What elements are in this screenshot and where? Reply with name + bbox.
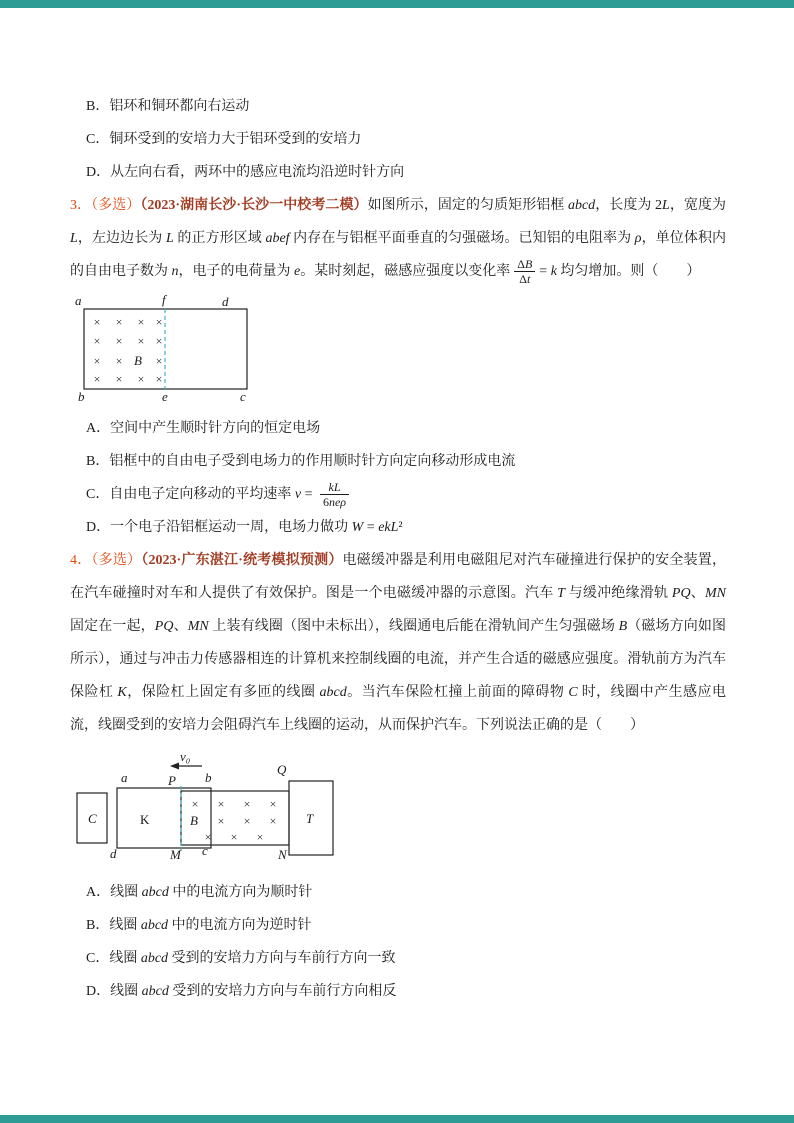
q4-field-label-B: B (190, 813, 198, 828)
q3-option-a: A．空间中产生顺时针方向的恒定电场 (86, 421, 321, 436)
q4-label-K: K (140, 812, 150, 827)
q4-label-d: d (110, 846, 117, 861)
page-top-border (0, 0, 794, 8)
q3-speed-denominator: 6neρ (322, 495, 347, 510)
flux-cross: × (115, 334, 123, 348)
q4-option-d: D．线圈 abcd 受到的安培力方向与车前行方向相反 (86, 984, 397, 999)
q3-label-f: f (162, 292, 166, 307)
q3-stem-text-after: = k 均匀增加。则（ ） (539, 264, 701, 279)
q4-option-b: B．线圈 abcd 中的电流方向为逆时针 (86, 918, 312, 933)
q3-stem-text: 如图所示，固定的匀质矩形铝框 abcd，长度为 2L，宽度为 L，左边边长为 L 的正方形区域 abef 内存在与铝框平面垂直的匀强磁场。已知铝的电阻率为 ρ，单位体积内的自由电子数为 n，电子的电荷量为 e。某时刻起，磁感应强度以变化率 (70, 198, 727, 279)
flux-cross: × (93, 334, 101, 348)
flux-cross: × (155, 354, 163, 368)
q3-label-a: a (75, 293, 82, 308)
q3-label-d: d (222, 294, 229, 309)
q3-field-label-B: B (134, 353, 142, 368)
flux-cross: × (93, 354, 101, 368)
q4-label-Q: Q (277, 762, 287, 777)
flux-cross: × (155, 315, 163, 329)
q3-label-e: e (162, 389, 168, 404)
q4-option-c: C．线圈 abcd 受到的安培力方向与车前行方向一致 (86, 951, 396, 966)
flux-cross: × (155, 334, 163, 348)
q3-speed-numerator: kL (320, 480, 349, 495)
q3-label-c: c (240, 389, 246, 404)
q4-velocity-label: v₀ (180, 750, 191, 764)
flux-cross: × (93, 372, 101, 386)
q4-number: 4．（多选） (70, 553, 142, 568)
q3-fraction-denominator: Δt (519, 272, 531, 287)
q4-label-N: N (278, 847, 287, 862)
q3-rate-fraction (514, 257, 535, 287)
worksheet-content (70, 90, 726, 1008)
flux-cross: × (230, 830, 238, 844)
flux-cross: × (243, 797, 251, 811)
q4-label-P: P (168, 773, 176, 788)
q4-stem (70, 544, 726, 742)
q3-number: 3．（多选） (70, 198, 141, 213)
q4-label-C: C (88, 811, 97, 826)
q3-frame-rect (84, 309, 247, 389)
flux-cross: × (137, 334, 145, 348)
flux-cross: × (269, 814, 277, 828)
q4-label-a: a (121, 770, 128, 785)
flux-cross: × (137, 315, 145, 329)
q3-option-d: D．一个电子沿铝框运动一周，电场力做功 W = ekL² (86, 520, 403, 535)
q4-label-b: b (205, 770, 212, 785)
q3-fraction-numerator: ΔB (514, 257, 535, 272)
q4-option-a: A．线圈 abcd 中的电流方向为顺时针 (86, 885, 313, 900)
q3-stem (70, 189, 726, 288)
q3-label-b: b (78, 389, 85, 404)
q3-source: （2023·湖南长沙·长沙一中校考二模） (140, 198, 368, 213)
q4-stem-text: 电磁缓冲器是利用电磁阻尼对汽车碰撞进行保护的安全装置，在汽车碰撞时对车和人提供了有效保护。图是一个电磁缓冲器的示意图。汽车 T 与缓冲绝缘滑轨 PQ、MN 固定在一起，PQ、MN 上装有线圈（图中未标出），线圈通电后能在滑轨间产生匀强磁场 B（磁场方向如图所示），通过与冲击力传感器相连的计算机来控制线圈的电流，并产生合适的磁感应强度。滑轨前方为汽车保险杠 K，保险杠上固定有多匝的线圈 abcd。当汽车保险杠撞上前面的障碍物 C 时，线圈中产生感应电流，线圈受到的安培力会阻碍汽车上线圈的运动，从而保护汽车。下列说法正确的是（ ） (70, 553, 727, 733)
flux-cross: × (115, 372, 123, 386)
flux-cross: × (217, 814, 225, 828)
q3-speed-fraction (320, 480, 349, 510)
q3-option-c (70, 478, 726, 511)
q4-source: （2023·广东湛江·统考模拟预测） (141, 553, 343, 568)
q3-option-c-text: C．自由电子定向移动的平均速率 v = (86, 487, 316, 502)
page-bottom-border (0, 1115, 794, 1123)
q4-velocity-arrowhead (170, 763, 179, 770)
q2-option-d: D．从左向右看，两环中的感应电流均沿逆时针方向 (86, 165, 405, 180)
flux-cross: × (204, 830, 212, 844)
q4-label-T: T (306, 811, 314, 826)
flux-cross: × (137, 372, 145, 386)
q2-option-b: B．铝环和铜环都向右运动 (86, 99, 250, 114)
flux-cross: × (243, 814, 251, 828)
flux-cross: × (256, 830, 264, 844)
q2-option-c: C．铜环受到的安培力大于铝环受到的安培力 (86, 132, 362, 147)
q4-figure (74, 750, 339, 868)
q4-label-M: M (170, 847, 181, 862)
flux-cross: × (269, 797, 277, 811)
flux-cross: × (93, 315, 101, 329)
q3-figure (72, 292, 262, 404)
flux-cross: × (217, 797, 225, 811)
flux-cross: × (191, 797, 199, 811)
flux-cross: × (115, 354, 123, 368)
q3-option-b: B．铝框中的自由电子受到电场力的作用顺时针方向定向移动形成电流 (86, 454, 516, 469)
flux-cross: × (115, 315, 123, 329)
flux-cross: × (155, 372, 163, 386)
q4-label-c: c (202, 843, 208, 858)
